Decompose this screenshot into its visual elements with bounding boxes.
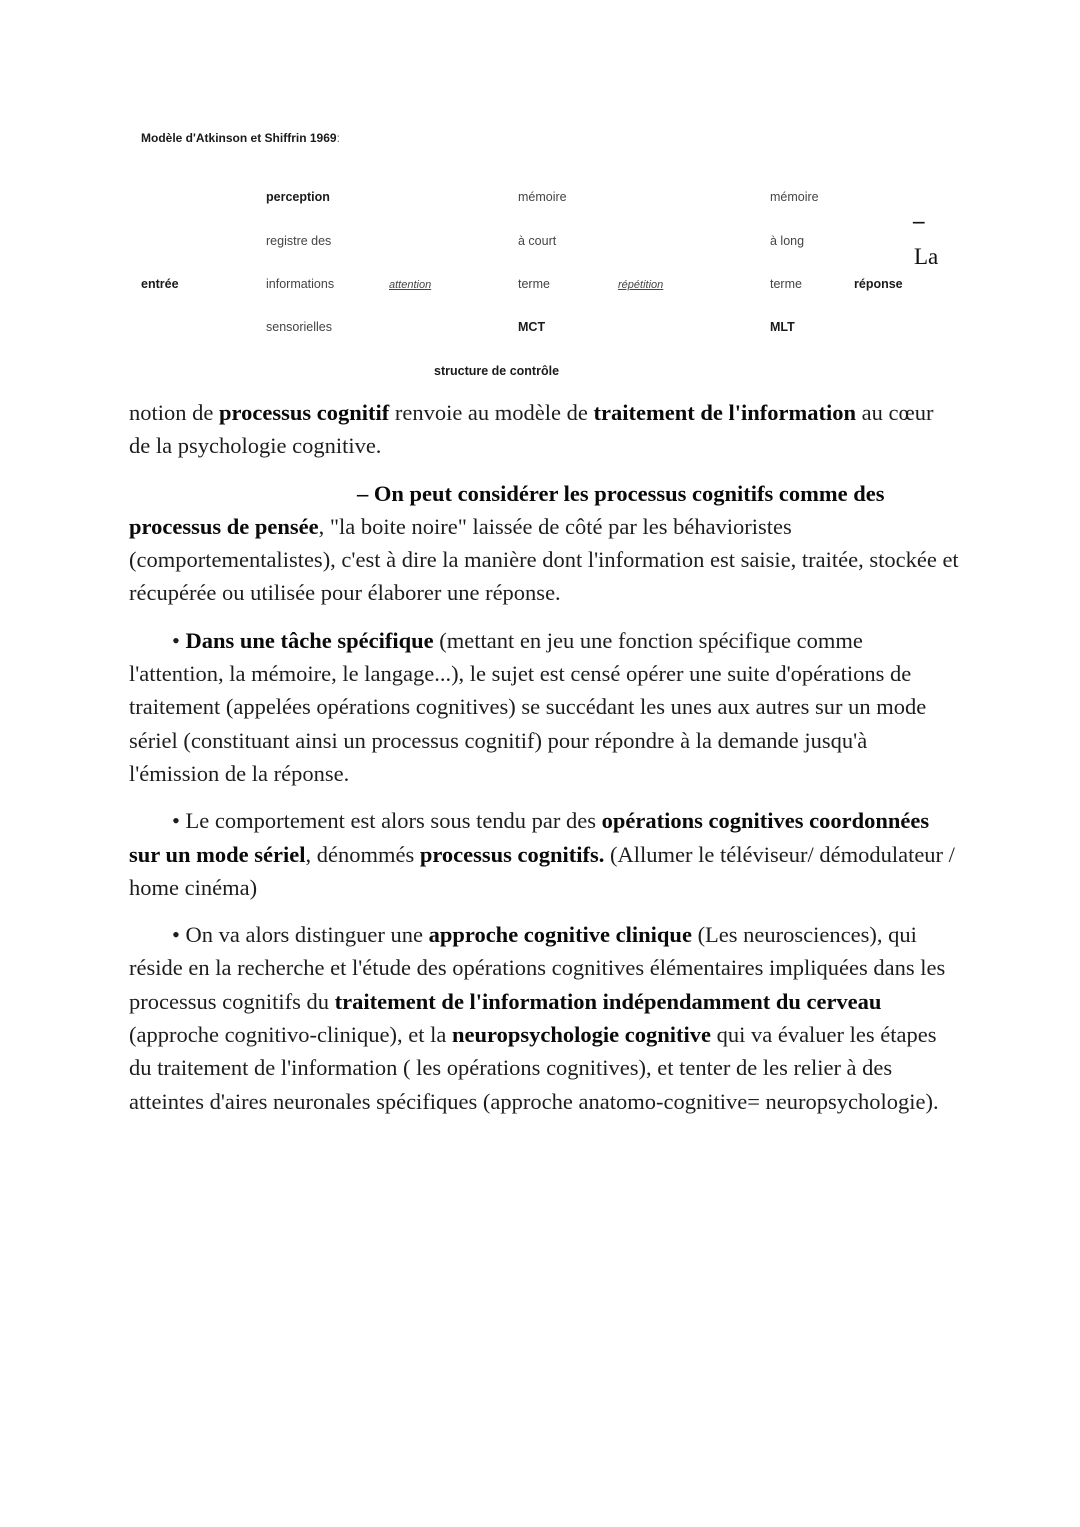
text: (Les neurosciences), qui réside en la recherche et l'étude des opérations cognitives élémentaires impliquées dans les processus cognitifs du	[129, 922, 946, 1014]
bold-term: traitement de l'information	[593, 400, 856, 425]
text: , "la boite noire" laissée de côté par les béhavioristes (comportementalistes), c'est à dire la manière dont l'information est saisie, traitée, stockée et récupérée ou utilisée pour élaborer une réponse.	[129, 513, 959, 606]
repetition-arrow-label: répétition	[618, 279, 664, 291]
diagram-title-text: Modèle d'Atkinson et Shiffrin 1969	[141, 131, 337, 145]
bullet-icon: •	[172, 922, 186, 948]
paragraph-approaches	[129, 918, 959, 1118]
text: Le comportement est alors sous tendu par des	[185, 808, 602, 834]
bold-term: opérations cognitives coordonnées sur un mode sériel	[129, 808, 930, 867]
text: , dénommés	[305, 841, 420, 867]
paragraph-specific-task	[129, 624, 959, 790]
sensory-line-1: perception	[266, 190, 330, 204]
paragraph-cognitive-process	[129, 396, 959, 463]
bold-term: traitement de l'information indépendamment du cerveau	[334, 988, 882, 1014]
text: On va alors distinguer une	[185, 922, 429, 948]
bullet-icon: •	[172, 627, 186, 653]
paragraph-thought-processes	[129, 477, 959, 610]
sensory-line-4: sensorielles	[266, 320, 333, 334]
long-term-line-3: terme	[770, 277, 802, 291]
short-term-line-2: à court	[518, 234, 557, 248]
diagram-title	[141, 131, 340, 145]
bold-term: processus cognitifs.	[419, 841, 605, 867]
text: (Allumer le téléviseur/ démodulateur / home cinéma)	[129, 841, 955, 900]
long-term-acronym: MLT	[770, 320, 795, 334]
long-term-line-2: à long	[770, 234, 805, 248]
document-body	[129, 396, 959, 1132]
long-term-line-1: mémoire	[770, 190, 819, 204]
input-label: entrée	[141, 277, 179, 291]
text: notion de	[129, 400, 219, 425]
bullet-icon: •	[172, 808, 186, 834]
text: au cœur de la psychologie cognitive.	[129, 400, 934, 459]
bold-term: Dans une tâche spécifique	[185, 627, 434, 653]
bold-term: processus cognitif	[219, 400, 390, 425]
diagram-title-colon: :	[336, 131, 340, 145]
bold-term: approche cognitive clinique	[428, 922, 692, 948]
text: renvoie au modèle de	[389, 400, 594, 425]
dash-fragment: –	[913, 208, 925, 233]
paragraph-behavior	[129, 804, 959, 904]
text: (mettant en jeu une fonction spécifique comme l'attention, la mémoire, le langage...), le sujet est censé opérer une suite d'opérations de traitement (appelées opérations cognitives) se succédant les unes aux autres sur un mode sériel (constituant ainsi un processus cognitif) pour répondre à la demande jusqu'à l'émission de la réponse.	[129, 627, 927, 786]
output-label: réponse	[854, 277, 903, 291]
bold-term: neuropsychologie cognitive	[452, 1022, 711, 1048]
attention-arrow-label: attention	[389, 279, 432, 291]
atkinson-shiffrin-diagram	[0, 0, 1080, 390]
short-term-line-1: mémoire	[518, 190, 567, 204]
bold-term: – On peut considérer les processus cognitifs comme des processus de pensée	[129, 480, 885, 539]
short-term-line-3: terme	[518, 277, 550, 291]
sensory-line-3: informations	[266, 277, 335, 291]
sensory-line-2: registre des	[266, 234, 332, 248]
text: (approche cognitivo-clinique), et la	[129, 1022, 452, 1048]
short-term-acronym: MCT	[518, 320, 546, 334]
text: qui va évaluer les étapes du traitement de l'information ( les opérations cognitives), et tenter de les relier à des atteintes d'aires neuronales spécifiques (approche anatomo-cognitive= neuropsychologie).	[129, 1022, 939, 1114]
control-structure-label: structure de contrôle	[434, 364, 560, 378]
la-fragment: La	[914, 244, 939, 269]
